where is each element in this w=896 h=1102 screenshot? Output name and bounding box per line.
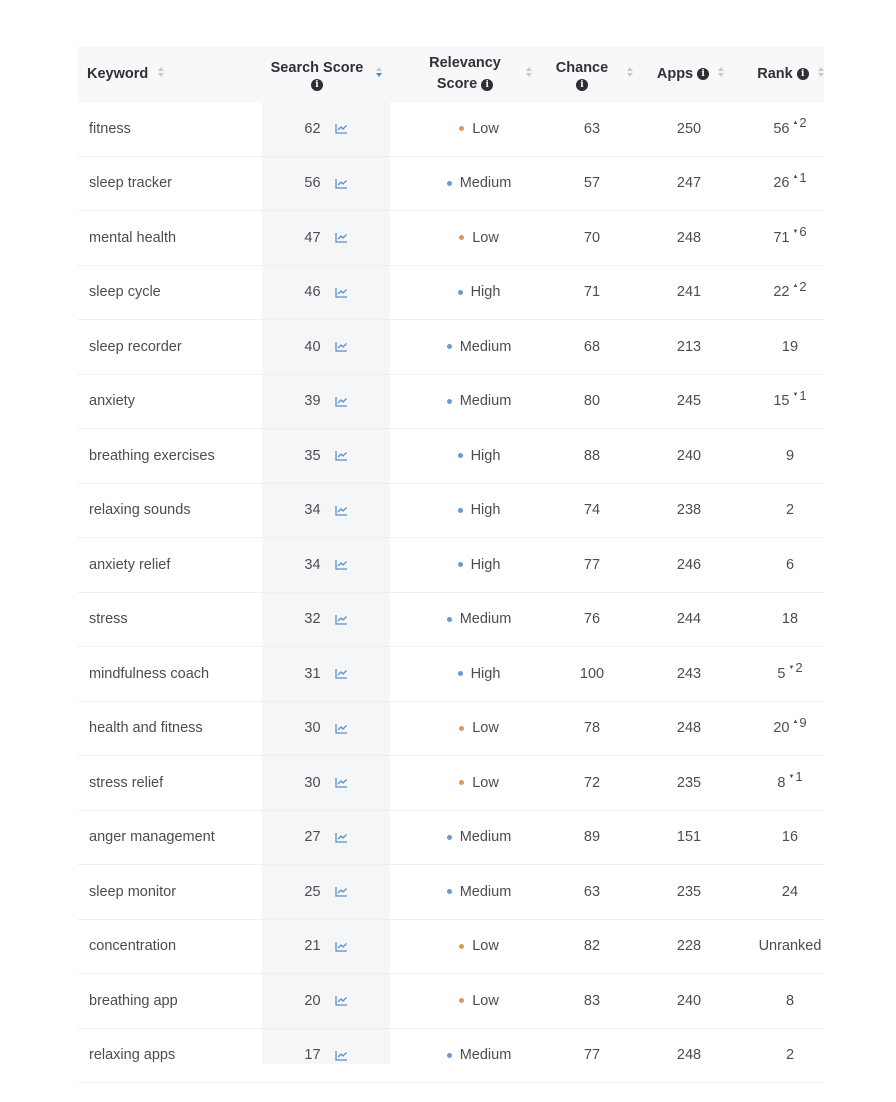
relevancy-dot-icon bbox=[447, 344, 452, 349]
relevancy-value: Medium bbox=[459, 175, 512, 192]
keyword-cell[interactable]: breathing exercises bbox=[89, 447, 215, 464]
header-apps-label: Apps bbox=[656, 65, 694, 82]
rank-change bbox=[792, 224, 806, 239]
rank-cell bbox=[742, 320, 838, 374]
table-row[interactable] bbox=[78, 102, 824, 157]
rank-change bbox=[792, 388, 806, 403]
rank-value: 18 bbox=[781, 611, 799, 628]
rank-value: 9 bbox=[785, 447, 795, 464]
search-score-cell bbox=[262, 157, 390, 211]
apps-cell: 240 bbox=[676, 447, 702, 464]
keyword-cell[interactable]: anxiety bbox=[89, 393, 135, 410]
rank-change bbox=[792, 279, 806, 294]
relevancy-value: Low bbox=[472, 774, 499, 791]
rank-change-arrow-icon: ▲ bbox=[792, 174, 799, 181]
relevancy-cell bbox=[390, 157, 568, 211]
apps-cell: 235 bbox=[676, 774, 702, 791]
apps-cell: 245 bbox=[676, 393, 702, 410]
relevancy-value: Medium bbox=[459, 829, 512, 846]
rank-value: 16 bbox=[781, 829, 799, 846]
sort-keyword-icon[interactable] bbox=[158, 67, 164, 77]
search-score-cell bbox=[262, 865, 390, 919]
chance-cell: 88 bbox=[583, 447, 601, 464]
keyword-cell[interactable]: sleep cycle bbox=[89, 284, 161, 301]
trend-chart-icon[interactable] bbox=[335, 396, 348, 407]
search-score-cell bbox=[262, 702, 390, 756]
rank-change-value: 2 bbox=[799, 278, 807, 294]
rank-change-arrow-icon: ▲ bbox=[792, 283, 799, 290]
rank-change bbox=[792, 170, 806, 185]
rank-change-arrow-icon: ▼ bbox=[788, 664, 795, 671]
sort-rank-icon[interactable] bbox=[818, 67, 824, 77]
header-rank-label: Rank bbox=[757, 65, 793, 82]
search-score-cell bbox=[262, 320, 390, 374]
rank-change-value: 1 bbox=[799, 387, 807, 403]
rank-cell bbox=[742, 647, 838, 701]
relevancy-dot-icon bbox=[447, 399, 452, 404]
rank-change-value: 1 bbox=[799, 169, 807, 185]
table-row[interactable] bbox=[78, 484, 824, 539]
relevancy-value: High bbox=[470, 284, 501, 301]
keyword-cell[interactable]: fitness bbox=[89, 120, 131, 137]
header-keyword[interactable] bbox=[87, 46, 207, 102]
rank-value: 22 bbox=[773, 284, 790, 301]
rank-change bbox=[788, 769, 802, 784]
search-score-cell bbox=[262, 102, 390, 156]
relevancy-dot-icon bbox=[459, 235, 464, 240]
keyword-cell[interactable]: breathing app bbox=[89, 992, 178, 1009]
relevancy-cell bbox=[390, 375, 568, 429]
rank-change-arrow-icon: ▼ bbox=[792, 228, 799, 235]
rank-change-arrow-icon: ▲ bbox=[792, 719, 799, 726]
search-score-cell bbox=[262, 811, 390, 865]
rank-value: 8 bbox=[777, 774, 786, 791]
trend-chart-icon[interactable] bbox=[335, 505, 348, 516]
relevancy-cell bbox=[390, 920, 568, 974]
rank-cell bbox=[742, 484, 838, 538]
rank-cell bbox=[742, 375, 838, 429]
relevancy-value: High bbox=[470, 447, 501, 464]
trend-chart-icon[interactable] bbox=[335, 559, 348, 570]
rank-value: 20 bbox=[773, 720, 790, 737]
trend-chart-icon[interactable] bbox=[335, 668, 348, 679]
relevancy-cell bbox=[390, 538, 568, 592]
apps-cell: 228 bbox=[676, 938, 702, 955]
search-score-cell bbox=[262, 429, 390, 483]
keyword-cell[interactable]: stress bbox=[89, 611, 128, 628]
rank-value: 19 bbox=[781, 338, 799, 355]
apps-cell: 243 bbox=[676, 665, 702, 682]
chance-cell: 68 bbox=[583, 338, 601, 355]
relevancy-cell bbox=[390, 102, 568, 156]
table-row[interactable] bbox=[78, 320, 824, 375]
relevancy-value: Medium bbox=[459, 1047, 512, 1064]
search-score-cell bbox=[262, 647, 390, 701]
trend-chart-icon[interactable] bbox=[335, 995, 348, 1006]
apps-cell: 246 bbox=[676, 556, 702, 573]
rank-change-arrow-icon: ▲ bbox=[792, 119, 799, 126]
search-score-value: 47 bbox=[304, 229, 321, 246]
search-score-cell bbox=[262, 538, 390, 592]
rank-value: 56 bbox=[773, 120, 790, 137]
table-row[interactable] bbox=[78, 538, 824, 593]
table-body bbox=[78, 102, 824, 1083]
relevancy-value: Low bbox=[472, 938, 499, 955]
table-row[interactable] bbox=[78, 811, 824, 866]
rank-value: 24 bbox=[781, 883, 799, 900]
chance-cell: 77 bbox=[583, 556, 601, 573]
relevancy-cell bbox=[390, 702, 568, 756]
relevancy-dot-icon bbox=[459, 944, 464, 949]
rank-value: Unranked bbox=[758, 938, 822, 955]
keyword-cell[interactable]: relaxing sounds bbox=[89, 502, 191, 519]
search-score-cell bbox=[262, 375, 390, 429]
trend-chart-icon[interactable] bbox=[335, 341, 348, 352]
rank-cell bbox=[742, 157, 838, 211]
chance-cell: 72 bbox=[583, 774, 601, 791]
table-header bbox=[78, 46, 824, 102]
keyword-cell[interactable]: concentration bbox=[89, 938, 177, 955]
relevancy-dot-icon bbox=[459, 780, 464, 785]
relevancy-dot-icon bbox=[458, 290, 463, 295]
table-row[interactable] bbox=[78, 974, 824, 1029]
search-score-value: 46 bbox=[304, 284, 321, 301]
search-score-value: 35 bbox=[304, 447, 321, 464]
search-score-cell bbox=[262, 266, 390, 320]
search-score-info-icon[interactable]: i bbox=[311, 79, 323, 91]
header-chance-label: Chance bbox=[555, 59, 609, 76]
table-row[interactable] bbox=[78, 211, 824, 266]
table-row[interactable] bbox=[78, 702, 824, 757]
relevancy-value: High bbox=[470, 556, 501, 573]
rank-cell bbox=[742, 811, 838, 865]
rank-value: 2 bbox=[785, 502, 795, 519]
relevancy-dot-icon bbox=[458, 453, 463, 458]
keyword-cell[interactable]: health and fitness bbox=[89, 720, 203, 737]
search-score-value: 34 bbox=[304, 502, 321, 519]
relevancy-value: Low bbox=[472, 120, 499, 137]
search-score-cell bbox=[262, 974, 390, 1028]
rank-value: 2 bbox=[785, 1047, 795, 1064]
relevancy-cell bbox=[390, 211, 568, 265]
trend-chart-icon[interactable] bbox=[335, 123, 348, 134]
relevancy-value: Medium bbox=[459, 338, 512, 355]
apps-cell: 240 bbox=[676, 992, 702, 1009]
search-score-value: 39 bbox=[304, 393, 321, 410]
header-relevancy-label-1: Relevancy bbox=[429, 55, 501, 71]
trend-chart-icon[interactable] bbox=[335, 941, 348, 952]
table-row[interactable] bbox=[78, 1029, 824, 1084]
keyword-cell[interactable]: mindfulness coach bbox=[89, 665, 210, 682]
rank-value: 26 bbox=[773, 175, 790, 192]
trend-chart-icon[interactable] bbox=[335, 450, 348, 461]
relevancy-dot-icon bbox=[459, 126, 464, 131]
keyword-cell[interactable]: stress relief bbox=[89, 774, 164, 791]
sort-chance-icon[interactable] bbox=[627, 67, 633, 77]
search-score-cell bbox=[262, 1029, 390, 1083]
table-row[interactable] bbox=[78, 865, 824, 920]
relevancy-cell bbox=[390, 647, 568, 701]
apps-cell: 241 bbox=[676, 284, 702, 301]
relevancy-cell bbox=[390, 865, 568, 919]
search-score-value: 17 bbox=[304, 1047, 321, 1064]
search-score-value: 40 bbox=[304, 338, 321, 355]
search-score-value: 27 bbox=[304, 829, 321, 846]
rank-value: 5 bbox=[777, 665, 786, 682]
table-row[interactable] bbox=[78, 429, 824, 484]
search-score-cell bbox=[262, 756, 390, 810]
keyword-cell[interactable]: sleep monitor bbox=[89, 883, 177, 900]
relevancy-value: Low bbox=[472, 992, 499, 1009]
table-row[interactable] bbox=[78, 266, 824, 321]
table-row[interactable] bbox=[78, 920, 824, 975]
trend-chart-icon[interactable] bbox=[335, 886, 348, 897]
relevancy-cell bbox=[390, 320, 568, 374]
search-score-value: 32 bbox=[304, 611, 321, 628]
rank-value: 71 bbox=[773, 229, 790, 246]
apps-info-icon[interactable]: i bbox=[697, 68, 709, 80]
header-search-score[interactable] bbox=[262, 46, 372, 102]
relevancy-cell bbox=[390, 429, 568, 483]
rank-change-value: 6 bbox=[799, 224, 807, 240]
rank-cell bbox=[742, 211, 838, 265]
trend-chart-icon[interactable] bbox=[335, 1050, 348, 1061]
trend-chart-icon[interactable] bbox=[335, 178, 348, 189]
chance-info-icon[interactable]: i bbox=[576, 79, 588, 91]
chance-cell: 57 bbox=[583, 175, 601, 192]
keyword-cell[interactable]: sleep tracker bbox=[89, 175, 173, 192]
chance-cell: 80 bbox=[583, 393, 601, 410]
rank-change-value: 1 bbox=[795, 769, 803, 785]
apps-cell: 235 bbox=[676, 883, 702, 900]
chance-cell: 70 bbox=[583, 229, 601, 246]
search-score-value: 34 bbox=[304, 556, 321, 573]
relevancy-value: Medium bbox=[459, 393, 512, 410]
sort-apps-icon[interactable] bbox=[718, 67, 724, 77]
table-row[interactable] bbox=[78, 593, 824, 648]
apps-cell: 247 bbox=[676, 175, 702, 192]
trend-chart-icon[interactable] bbox=[335, 777, 348, 788]
search-score-value: 25 bbox=[304, 883, 321, 900]
search-score-value: 30 bbox=[304, 720, 321, 737]
rank-change-arrow-icon: ▼ bbox=[788, 773, 795, 780]
relevancy-value: Low bbox=[472, 720, 499, 737]
chance-cell: 63 bbox=[583, 120, 601, 137]
search-score-value: 21 bbox=[304, 938, 321, 955]
table-row[interactable] bbox=[78, 375, 824, 430]
rank-cell bbox=[742, 920, 838, 974]
chance-cell: 71 bbox=[583, 284, 601, 301]
search-score-value: 30 bbox=[304, 774, 321, 791]
apps-cell: 248 bbox=[676, 720, 702, 737]
apps-cell: 151 bbox=[676, 829, 702, 846]
keyword-cell[interactable]: anxiety relief bbox=[89, 556, 171, 573]
header-search-score-label: Search Score bbox=[270, 59, 364, 76]
relevancy-cell bbox=[390, 484, 568, 538]
table-row[interactable] bbox=[78, 756, 824, 811]
relevancy-dot-icon bbox=[447, 181, 452, 186]
search-score-cell bbox=[262, 920, 390, 974]
rank-cell bbox=[742, 756, 838, 810]
relevancy-value: Medium bbox=[459, 611, 512, 628]
table-row[interactable] bbox=[78, 157, 824, 212]
header-keyword-label: Keyword bbox=[87, 65, 149, 82]
chance-cell: 77 bbox=[583, 1047, 601, 1064]
trend-chart-icon[interactable] bbox=[335, 232, 348, 243]
search-score-value: 62 bbox=[304, 120, 321, 137]
rank-info-icon[interactable]: i bbox=[797, 68, 809, 80]
apps-cell: 213 bbox=[676, 338, 702, 355]
keyword-cell[interactable]: mental health bbox=[89, 229, 177, 246]
relevancy-dot-icon bbox=[447, 1053, 452, 1058]
rank-cell bbox=[742, 266, 838, 320]
chance-cell: 76 bbox=[583, 611, 601, 628]
rank-cell bbox=[742, 702, 838, 756]
header-rank[interactable] bbox=[750, 46, 816, 102]
rank-change bbox=[792, 715, 806, 730]
apps-cell: 248 bbox=[676, 1047, 702, 1064]
chance-cell: 100 bbox=[579, 665, 605, 682]
chance-cell: 78 bbox=[583, 720, 601, 737]
apps-cell: 238 bbox=[676, 502, 702, 519]
keyword-cell[interactable]: sleep recorder bbox=[89, 338, 182, 355]
table-row[interactable] bbox=[78, 647, 824, 702]
relevancy-cell bbox=[390, 1029, 568, 1083]
relevancy-dot-icon bbox=[458, 508, 463, 513]
apps-cell: 244 bbox=[676, 611, 702, 628]
chance-cell: 82 bbox=[583, 938, 601, 955]
chance-cell: 89 bbox=[583, 829, 601, 846]
apps-cell: 250 bbox=[676, 120, 702, 137]
search-score-value: 56 bbox=[304, 175, 321, 192]
rank-cell bbox=[742, 538, 838, 592]
trend-chart-icon[interactable] bbox=[335, 287, 348, 298]
trend-chart-icon[interactable] bbox=[335, 832, 348, 843]
header-chance[interactable] bbox=[548, 46, 616, 102]
rank-change-value: 2 bbox=[799, 115, 807, 131]
rank-value: 8 bbox=[785, 992, 795, 1009]
trend-chart-icon[interactable] bbox=[335, 723, 348, 734]
search-score-cell bbox=[262, 211, 390, 265]
keyword-cell[interactable]: relaxing apps bbox=[89, 1047, 176, 1064]
rank-change bbox=[792, 115, 806, 130]
rank-cell bbox=[742, 974, 838, 1028]
relevancy-value: Medium bbox=[459, 883, 512, 900]
rank-value: 6 bbox=[785, 556, 795, 573]
relevancy-cell bbox=[390, 974, 568, 1028]
rank-cell bbox=[742, 865, 838, 919]
relevancy-dot-icon bbox=[447, 889, 452, 894]
rank-cell bbox=[742, 593, 838, 647]
search-score-value: 20 bbox=[304, 992, 321, 1009]
header-apps[interactable] bbox=[650, 46, 716, 102]
rank-change-value: 2 bbox=[795, 660, 803, 676]
keyword-cell[interactable]: anger management bbox=[89, 829, 215, 846]
rank-change-arrow-icon: ▼ bbox=[792, 392, 799, 399]
relevancy-info-icon[interactable]: i bbox=[481, 79, 493, 91]
header-relevancy-score[interactable] bbox=[400, 46, 530, 102]
rank-cell bbox=[742, 429, 838, 483]
chance-cell: 63 bbox=[583, 883, 601, 900]
chance-cell: 83 bbox=[583, 992, 601, 1009]
relevancy-dot-icon bbox=[458, 562, 463, 567]
search-score-cell bbox=[262, 593, 390, 647]
relevancy-cell bbox=[390, 811, 568, 865]
relevancy-dot-icon bbox=[447, 835, 452, 840]
relevancy-cell bbox=[390, 593, 568, 647]
rank-change-value: 9 bbox=[799, 714, 807, 730]
header-relevancy-label-2: Score bbox=[436, 76, 478, 92]
rank-change bbox=[788, 660, 802, 675]
chance-cell: 74 bbox=[583, 502, 601, 519]
trend-chart-icon[interactable] bbox=[335, 614, 348, 625]
relevancy-cell bbox=[390, 756, 568, 810]
relevancy-value: Low bbox=[472, 229, 499, 246]
relevancy-value: High bbox=[470, 502, 501, 519]
relevancy-dot-icon bbox=[459, 726, 464, 731]
relevancy-dot-icon bbox=[458, 671, 463, 676]
relevancy-dot-icon bbox=[459, 998, 464, 1003]
rank-cell bbox=[742, 1029, 838, 1083]
rank-value: 15 bbox=[773, 393, 790, 410]
relevancy-dot-icon bbox=[447, 617, 452, 622]
sort-relevancy-icon[interactable] bbox=[526, 67, 532, 77]
search-score-value: 31 bbox=[304, 665, 321, 682]
apps-cell: 248 bbox=[676, 229, 702, 246]
search-score-cell bbox=[262, 484, 390, 538]
sort-search-score-icon[interactable] bbox=[376, 67, 382, 77]
rank-cell bbox=[742, 102, 838, 156]
relevancy-cell bbox=[390, 266, 568, 320]
keyword-table bbox=[78, 46, 824, 1083]
relevancy-value: High bbox=[470, 665, 501, 682]
